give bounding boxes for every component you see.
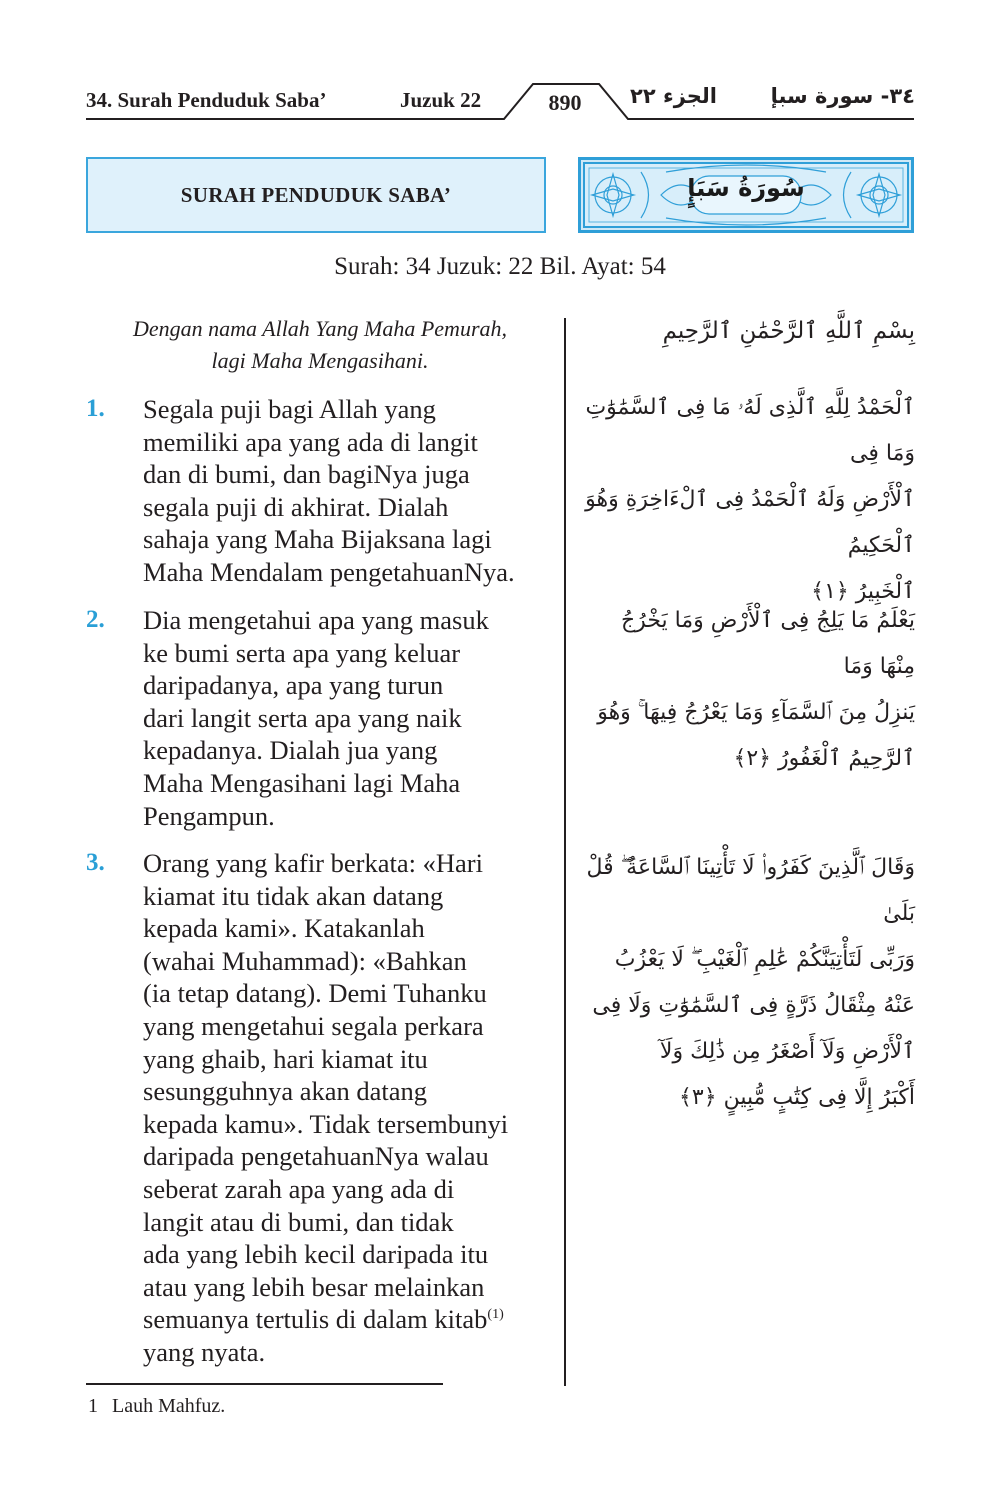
verse-translation: Segala puji bagi Allah yang memiliki apa yang ada di langit dan di bumi, dan bagiNya juga segala puji di akhirat. Dialah sahaja yang Maha Bijaksana lagi Maha Mendalam pengetahuanNya.	[143, 394, 515, 587]
arabic-title-ornament	[578, 157, 914, 233]
footnote-rule	[86, 1383, 443, 1385]
verse-arabic: ٱلْحَمْدُ لِلَّهِ ٱلَّذِى لَهُۥ مَا فِى ٱلسَّمَٰوَٰتِ وَمَا فِى ٱلْأَرْضِ وَلَهُ ٱلْحَمْدُ فِى ٱلْءَاخِرَةِ وَهُوَ ٱلْحَكِيمُ ٱلْخَبِيرُ ﴿١﴾	[585, 395, 915, 604]
verse-arabic: وَقَالَ ٱلَّذِينَ كَفَرُوا۟ لَا تَأْتِينَا ٱلسَّاعَةُ ۖ قُلْ بَلَىٰ وَرَبِّى لَتَأْتِيَنَّكُمْ عَٰلِمِ ٱلْغَيْبِ ۖ لَا يَعْزُبُ عَنْهُ مِثْقَالُ ذَرَّةٍ فِى ٱلسَّمَٰوَٰتِ وَلَا فِى ٱلْأَرْضِ وَلَآ أَصْغَرُ مِن ذَٰلِكَ وَلَآ أَكْبَرُ إِلَّا فِى كِتَٰبٍ مُّبِينٍ ﴿٣﴾	[586, 855, 915, 1110]
arabic-surah-label: ٣٤- سورة سبإ	[770, 84, 915, 108]
arabic-juz-label: الجزء ٢٢	[630, 84, 717, 108]
column-divider	[564, 318, 566, 1386]
verse-translation	[143, 847, 563, 1369]
verse-number: 2.	[86, 606, 105, 633]
verse-number: 3.	[86, 849, 105, 876]
surah-info: Surah: 34 Juzuk: 22 Bil. Ayat: 54	[334, 253, 666, 280]
verse-arabic: يَعْلَمُ مَا يَلِجُ فِى ٱلْأَرْضِ وَمَا يَخْرُجُ مِنْهَا وَمَا يَنزِلُ مِنَ ٱلسَّمَآءِ وَمَا يَعْرُجُ فِيهَا ۚ وَهُوَ ٱلرَّحِيمُ ٱلْغَفُورُ ﴿٢﴾	[597, 608, 915, 771]
basmala-translation	[100, 313, 540, 377]
running-title: 34. Surah Penduduk Saba’	[86, 88, 327, 112]
footnote	[88, 1395, 225, 1418]
footnote-reference: (1)	[487, 1307, 504, 1323]
arabic-surah-title: سُورَةُ سَبَإٍ	[687, 174, 805, 202]
verse-number: 1.	[86, 395, 105, 422]
basmala-line-1: Dengan nama Allah Yang Maha Pemurah,	[133, 316, 507, 341]
verse-text-main: Orang yang kafir berkata: «Hari kiamat itu tidak akan datang kepada kami». Katakanlah (wahai Muhammad): «Bahkan (ia tetap datang). Demi Tuhanku yang mengetahui segala perkara yang ghaib, hari kiamat itu sesungguhnya akan datang kepada kamu». Tidak tersembunyi daripada pengetahuanNya walau seberat zarah apa yang ada di langit atau di bumi, dan tidak ada yang lebih kecil daripada itu atau yang lebih besar melainkan semuanya tertulis di dalam kitab	[143, 848, 509, 1335]
basmala-line-2: lagi Maha Mengasihani.	[211, 348, 429, 373]
juz-label: Juzuk 22	[400, 88, 482, 112]
footnote-text: Lauh Mahfuz.	[112, 1395, 226, 1417]
surah-title: SURAH PENDUDUK SABA’	[180, 182, 452, 207]
verse-translation: Dia mengetahui apa yang masuk ke bumi serta apa yang keluar daripadanya, apa yang turun dari langit serta apa yang naik kepadanya. Dialah jua yang Maha Mengasihani lagi Maha Pengampun.	[143, 605, 489, 831]
basmala-arabic: بِسْمِ ٱللَّهِ ٱلرَّحْمَٰنِ ٱلرَّحِيمِ	[662, 318, 915, 344]
verse-text-end: yang nyata.	[143, 1336, 266, 1367]
footnote-number: 1	[88, 1395, 98, 1417]
surah-title-box	[86, 157, 546, 233]
page-number: 890	[548, 90, 582, 115]
